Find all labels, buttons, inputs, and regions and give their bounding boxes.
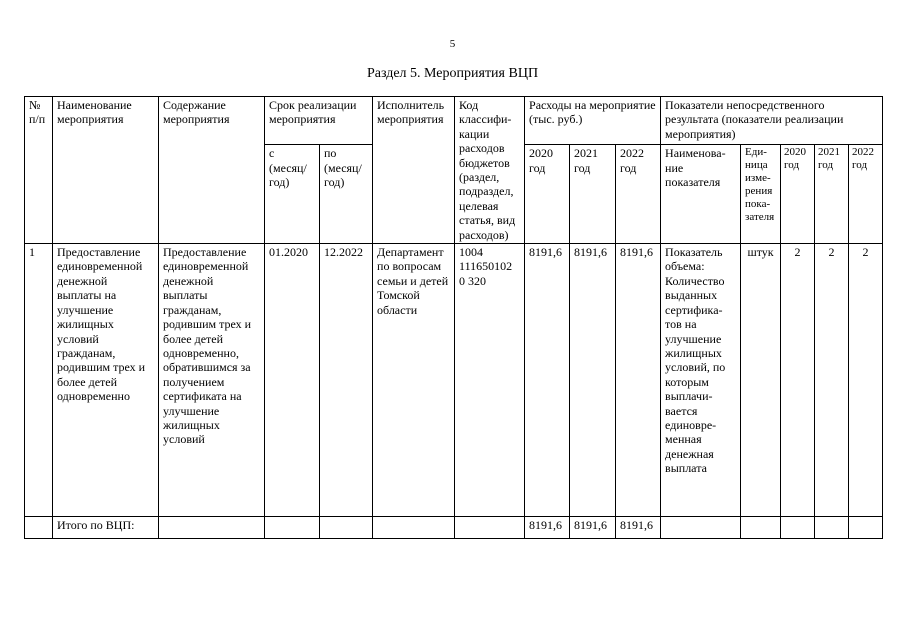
row-content: Предоставление единовременной денежной выплаты гражданам, родившим трех и более детей одновременно, обратившимся за получением сертификата на улучшение жилищных условий bbox=[159, 244, 265, 517]
total-exp-2022: 8191,6 bbox=[616, 517, 661, 539]
row-code: 1004 111650102 0 320 bbox=[455, 244, 525, 517]
header-name: Наименование мероприятия bbox=[53, 97, 159, 244]
header-period-to: по (месяц/ год) bbox=[320, 145, 373, 244]
row-executor: Департамент по вопросам семьи и детей Томской области bbox=[373, 244, 455, 517]
row-exp-2021: 8191,6 bbox=[570, 244, 616, 517]
total-exp-2020: 8191,6 bbox=[525, 517, 570, 539]
row-ind-unit: штук bbox=[741, 244, 781, 517]
header-ind-unit: Еди-ница изме-рения пока-зателя bbox=[741, 145, 781, 244]
events-table bbox=[24, 96, 883, 539]
header-executor: Исполнитель мероприятия bbox=[373, 97, 455, 244]
header-indicators: Показатели непосредственного результата (показатели реализации мероприятия) bbox=[661, 97, 883, 145]
table-row bbox=[25, 244, 883, 517]
row-num: 1 bbox=[25, 244, 53, 517]
header-period: Срок реализации мероприятия bbox=[265, 97, 373, 145]
header-ind-2022: 2022 год bbox=[849, 145, 883, 244]
header-ind-2021: 2021 год bbox=[815, 145, 849, 244]
row-to: 12.2022 bbox=[320, 244, 373, 517]
header-ind-2020: 2020 год bbox=[781, 145, 815, 244]
header-exp-2021: 2021 год bbox=[570, 145, 616, 244]
total-exp-2021: 8191,6 bbox=[570, 517, 616, 539]
header-num: № п/п bbox=[25, 97, 53, 244]
row-ind-2020: 2 bbox=[781, 244, 815, 517]
header-ind-name: Наименова-ние показателя bbox=[661, 145, 741, 244]
total-row bbox=[25, 517, 883, 539]
total-label: Итого по ВЦП: bbox=[53, 517, 159, 539]
header-content: Содержание мероприятия bbox=[159, 97, 265, 244]
row-ind-2022: 2 bbox=[849, 244, 883, 517]
row-from: 01.2020 bbox=[265, 244, 320, 517]
row-exp-2022: 8191,6 bbox=[616, 244, 661, 517]
header-exp-2020: 2020 год bbox=[525, 145, 570, 244]
row-ind-name: Показатель объема: Количество выданных сертифика-тов на улучшение жилищных условий, по которым выплачи-вается единовре-менная денежная выплата bbox=[661, 244, 741, 517]
row-exp-2020: 8191,6 bbox=[525, 244, 570, 517]
header-code: Код классифи-кации расходов бюджетов (раздел, подраздел, целевая статья, вид расходов) bbox=[455, 97, 525, 244]
row-ind-2021: 2 bbox=[815, 244, 849, 517]
row-name: Предоставление единовременной денежной выплаты на улучшение жилищных условий гражданам, родившим трех и более детей одновременно bbox=[53, 244, 159, 517]
header-exp-2022: 2022 год bbox=[616, 145, 661, 244]
page-number: 5 bbox=[449, 38, 456, 50]
header-row-1 bbox=[25, 97, 883, 145]
header-expenses: Расходы на мероприятие (тыс. руб.) bbox=[525, 97, 661, 145]
header-period-from: с (месяц/ год) bbox=[265, 145, 320, 244]
section-title: Раздел 5. Мероприятия ВЦП bbox=[366, 66, 539, 81]
